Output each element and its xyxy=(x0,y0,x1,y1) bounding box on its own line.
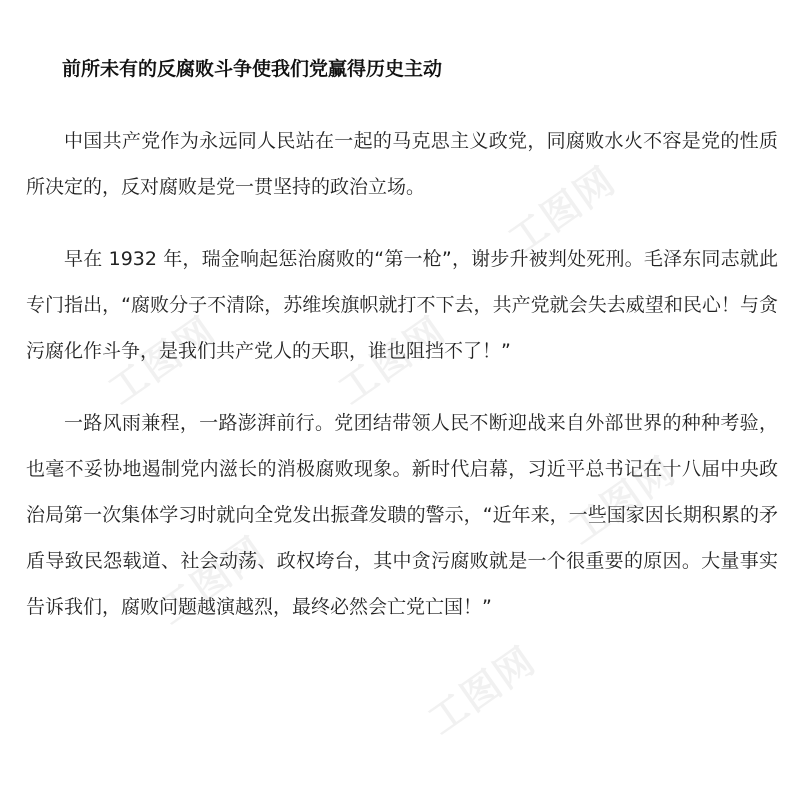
watermark: 工图网 xyxy=(330,307,454,413)
paragraph: 早在 1932 年，瑞金响起惩治腐败的“第一枪”，谢步升被判处死刑。毛泽东同志就此专门指出，“腐败分子不清除，苏维埃旗帜就打不下去，共产党就会失去威望和民心！与贪污腐化作斗争，是我们共产党人的天职，谁也阻挡不了！” xyxy=(26,248,778,362)
watermark: 工图网 xyxy=(560,447,684,553)
watermark: 工图网 xyxy=(150,527,274,633)
paragraph: 一路风雨兼程，一路澎湃前行。党团结带领人民不断迎战来自外部世界的种种考验，也毫不妥协地遏制党内滋长的消极腐败现象。新时代启幕，习近平总书记在十八届中央政治局第一次集体学习时就向全党发出振聋发聩的警示，“近年来，一些国家因长期积累的矛盾导致民怨载道、社会动荡、政权垮台，其中贪污腐败就是一个很重要的原因。大量事实告诉我们，腐败问题越演越烈，最终必然会亡党亡国！” xyxy=(26,412,778,618)
watermark: 工图网 xyxy=(420,637,544,743)
watermark: 工图网 xyxy=(500,157,624,263)
article-heading: 前所未有的反腐败斗争使我们党赢得历史主动 xyxy=(62,58,443,80)
watermark: 工图网 xyxy=(100,307,224,413)
paragraph: 中国共产党作为永远同人民站在一起的马克思主义政党，同腐败水火不容是党的性质所决定的，反对腐败是党一贯坚持的政治立场。 xyxy=(26,130,778,198)
article-body xyxy=(26,46,778,656)
